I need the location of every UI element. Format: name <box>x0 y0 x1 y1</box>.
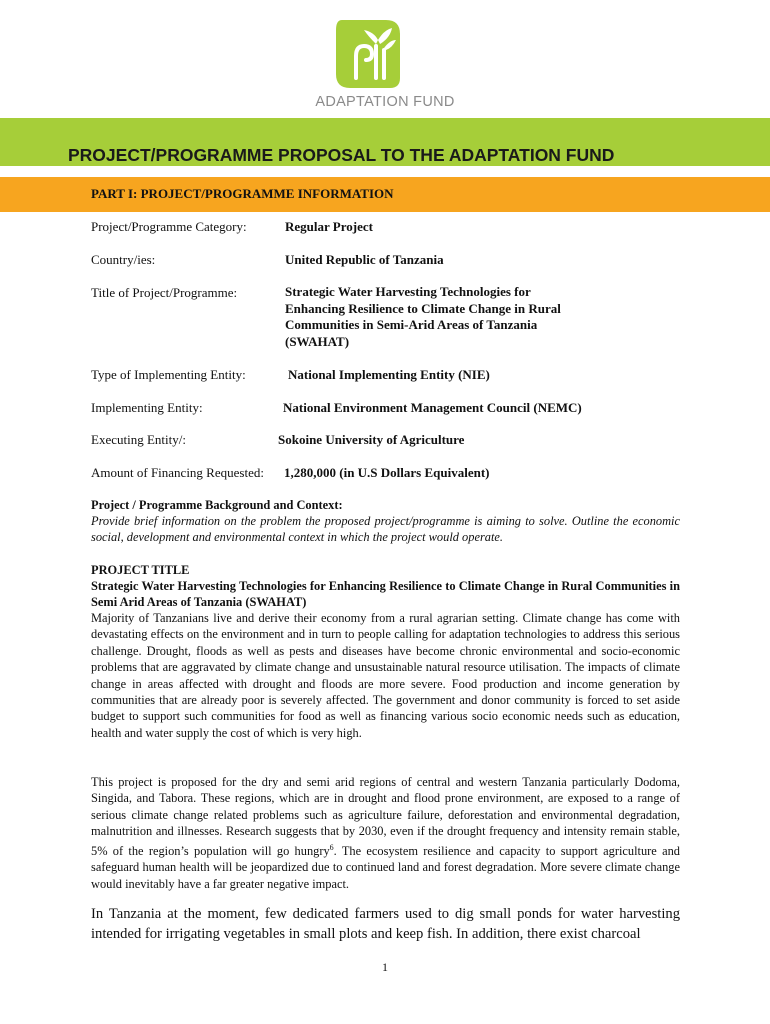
adaptation-fund-logo-icon <box>334 16 402 90</box>
paragraph-2 <box>91 774 680 892</box>
paragraph-2-part-a: This project is proposed for the dry and semi arid regions of central and western Tanzania particularly Dodoma, Singida, and Tabora. These regions, which are in drought and flood prone environment, are exposed to a range of serious climate change related problems such as agriculture failure, deforestation and environmental degradation, malnutrition and illnesses. Research suggests that by 2030, even if the drought frequency and intensity remain stable, 5% of the region’s population will go hungry <box>91 775 680 858</box>
type-value: National Implementing Entity (NIE) <box>288 367 490 382</box>
brand-name: ADAPTATION FUND <box>315 94 455 110</box>
category-value: Regular Project <box>285 219 373 234</box>
part-title: PART I: PROJECT/PROGRAMME INFORMATION <box>91 186 394 201</box>
implementing-entity-label: Implementing Entity: <box>91 400 203 415</box>
country-value: United Republic of Tanzania <box>285 252 444 267</box>
background-instruction: Provide brief information on the problem the proposed project/programme is aiming to solve. Outline the economic social, development and environmental context in which the project would operate. <box>91 514 680 545</box>
country-label: Country/ies: <box>91 252 156 267</box>
paragraph-2-part-b: . The ecosystem resilience and capacity to support agriculture and safeguard human health will be jeopardized due to continued land and forest degradation. More severe climate change would inevitably have a far greater negative impact. <box>91 843 680 891</box>
project-title-heading: PROJECT TITLE <box>91 563 190 577</box>
implementing-entity-value: National Environment Management Council (NEMC) <box>283 400 582 415</box>
page-number: 1 <box>382 960 388 974</box>
type-label: Type of Implementing Entity: <box>91 367 246 382</box>
project-title-text: Strategic Water Harvesting Technologies for Enhancing Resilience to Climate Change in Rural Communities in Semi Arid Areas of Tanzania (SWAHAT) <box>91 579 680 610</box>
background-heading: Project / Programme Background and Context: <box>91 498 343 512</box>
paragraph-1: Majority of Tanzanians live and derive their economy from a rural agrarian setting. Climate change has come with devastating effects on the environment and in turn to people calling for adaptation technologies to address this serious challenge. Drought, floods as well as pests and diseases have become chronic environmental and socio-economic problems that are aggravated by climate change and unsustainable natural resource utilisation. The impacts of climate change in areas affected with drought and floods are more severe. Food production and income generation by communities that are already poor is severely affected. The government and donor community is forced to set aside budget to support such communities for food as well as financing various socio economic needs such as education, health and water supply the cost of which is very high. <box>91 611 680 740</box>
title-label: Title of Project/Programme: <box>91 285 238 300</box>
amount-label: Amount of Financing Requested: <box>91 465 264 480</box>
document-title: PROJECT/PROGRAMME PROPOSAL TO THE ADAPTATION FUND <box>68 145 615 165</box>
amount-value: 1,280,000 (in U.S Dollars Equivalent) <box>284 465 490 480</box>
title-value: Strategic Water Harvesting Technologies for Enhancing Resilience to Climate Change in Rural Communities in Semi-Arid Areas of Tanzania (SWAHAT) <box>285 284 561 349</box>
paragraph-3: In Tanzania at the moment, few dedicated farmers used to dig small ponds for water harvesting intended for irrigating vegetables in small plots and keep fish. In addition, there exist charcoal <box>91 906 680 942</box>
footnote-ref: 6 <box>329 842 334 852</box>
executing-entity-label: Executing Entity/: <box>91 432 186 447</box>
executing-entity-value: Sokoine University of Agriculture <box>278 432 465 447</box>
category-label: Project/Programme Category: <box>91 219 247 234</box>
